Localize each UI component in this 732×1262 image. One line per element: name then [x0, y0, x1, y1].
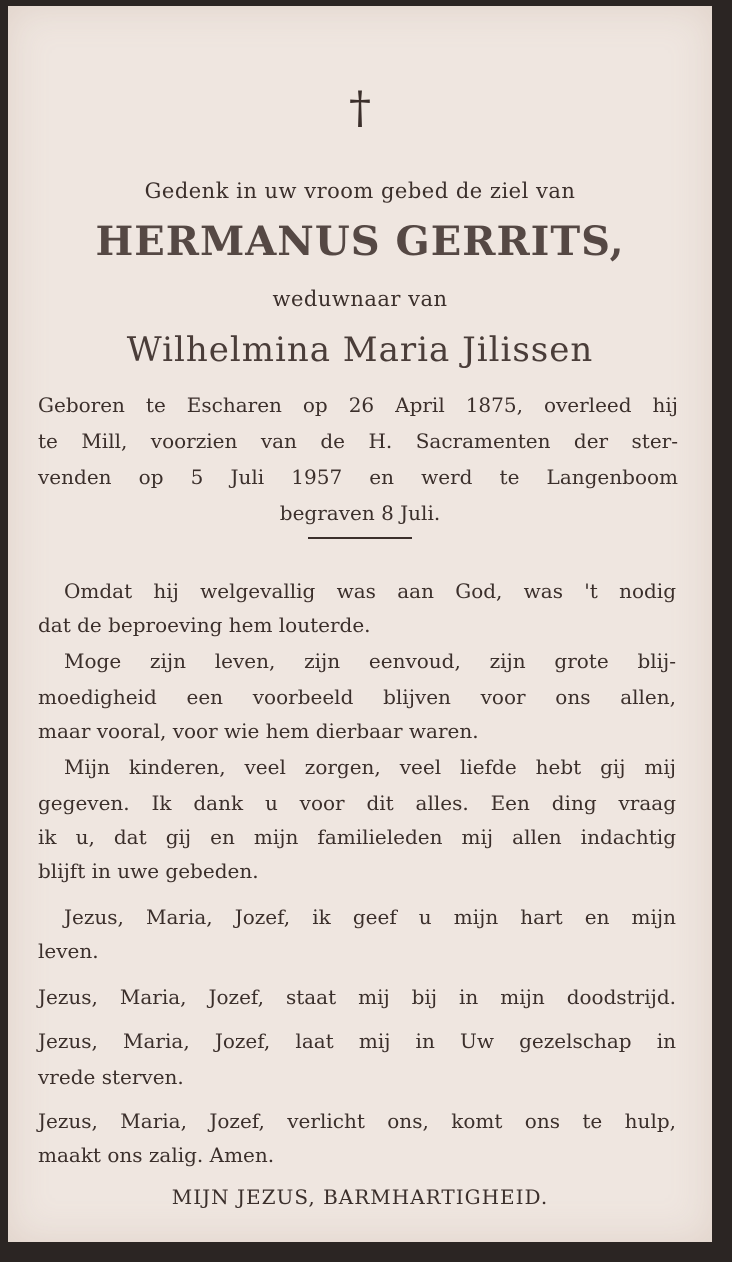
prayer-line: Jezus, Maria, Jozef, laat mij in Uw gezelschap in	[38, 1029, 676, 1053]
divider	[308, 537, 412, 539]
prayer-line: maakt ons zalig. Amen.	[38, 1143, 275, 1167]
bio-line: begraven 8 Juli.	[279, 501, 441, 525]
prayer-line: Moge zijn leven, zijn eenvoud, zijn grote blij-	[64, 649, 676, 673]
prayer-line: leven.	[38, 939, 99, 963]
prayer-line: moedigheid een voorbeeld blijven voor ons allen,	[38, 685, 676, 709]
deceased-name: HERMANUS GERRITS,	[95, 218, 625, 265]
prayer-line: Jezus, Maria, Jozef, ik geef u mijn hart en mijn	[64, 905, 676, 929]
bio-line: te Mill, voorzien van de H. Sacramenten der ster-	[38, 429, 678, 453]
prayer-line: gegeven. Ik dank u voor dit alles. Een ding vraag	[38, 791, 676, 815]
intro-line: Gedenk in uw vroom gebed de ziel van	[144, 179, 576, 203]
prayer-line: Jezus, Maria, Jozef, verlicht ons, komt ons te hulp,	[38, 1109, 676, 1133]
closing-invocation: MIJN JEZUS, BARMHARTIGHEID.	[171, 1185, 549, 1209]
card-paper	[8, 6, 712, 1242]
prayer-line: Mijn kinderen, veel zorgen, veel liefde hebt gij mij	[64, 755, 676, 779]
prayer-line: dat de beproeving hem louterde.	[38, 613, 371, 637]
prayer-line: ik u, dat gij en mijn familieleden mij allen indachtig	[38, 825, 676, 849]
prayer-line: maar vooral, voor wie hem dierbaar waren.	[38, 719, 479, 743]
cross-icon: †	[349, 83, 371, 134]
widower-line: weduwnaar van	[272, 287, 448, 311]
bio-line: Geboren te Escharen op 26 April 1875, overleed hij	[38, 393, 678, 417]
spouse-name: Wilhelmina Maria Jilissen	[126, 330, 594, 370]
prayer-line: blijft in uwe gebeden.	[38, 859, 259, 883]
prayer-line: Jezus, Maria, Jozef, staat mij bij in mijn doodstrijd.	[38, 985, 676, 1009]
bio-line: venden op 5 Juli 1957 en werd te Langenboom	[38, 465, 678, 489]
prayer-line: Omdat hij welgevallig was aan God, was 't nodig	[64, 579, 676, 603]
prayer-line: vrede sterven.	[38, 1065, 184, 1089]
